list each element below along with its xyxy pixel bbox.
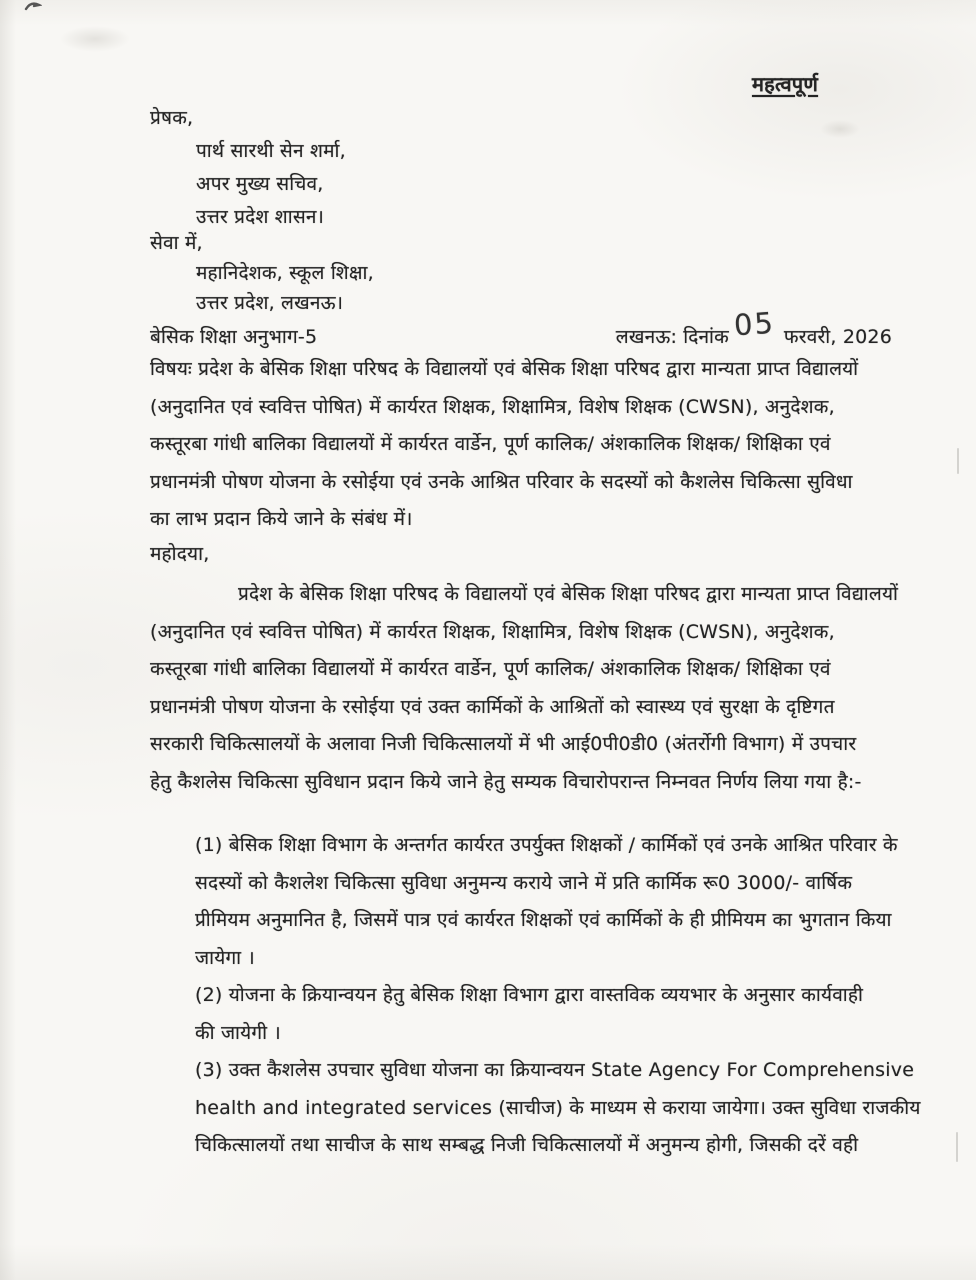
place-date-prefix: लखनऊ: दिनांक [615, 326, 729, 348]
point-1-line: जायेगा । [195, 946, 255, 969]
body-line: प्रदेश के बेसिक शिक्षा परिषद के विद्यालयों एवं बेसिक शिक्षा परिषद द्वारा मान्यता प्राप्त विद्यालयों [238, 583, 899, 605]
date-suffix: फरवरी, 2026 [783, 326, 892, 348]
body-paragraph [150, 576, 912, 801]
department-date-row [150, 305, 892, 350]
sender-block [150, 102, 346, 234]
place-date-line [615, 305, 892, 350]
point-1-line: (1) बेसिक शिक्षा विभाग के अन्तर्गत कार्यरत उपर्युक्त शिक्षकों / कार्मिकों एवं उनके आश्रित परिवार के [195, 834, 898, 856]
body-line: सरकारी चिकित्सालयों के अलावा निजी चिकित्सालयों में भी आई0पी0डी0 (अंतर्रोगी विभाग) में उपचार [150, 733, 857, 755]
point-3-line: health and integrated services (साचीज) के माध्यम से कराया जायेगा। उक्त सुविधा राजकीय [195, 1096, 921, 1119]
scan-smudge [60, 26, 130, 52]
point-3-line: (3) उक्त कैशलेस उपचार सुविधा योजना का क्रियान्वयन State Agency For Comprehensive [195, 1059, 915, 1081]
subject-line: विषयः प्रदेश के बेसिक शिक्षा परिषद के विद्यालयों एवं बेसिक शिक्षा परिषद द्वारा मान्यता प्राप्त विद्यालयों [150, 358, 859, 380]
department-label: बेसिक शिक्षा अनुभाग-5 [150, 326, 318, 348]
salutation: महोदया, [150, 543, 210, 565]
scan-edge-artifact [957, 448, 959, 474]
handwritten-date: 05 [732, 305, 777, 343]
decision-points-block [195, 827, 921, 1165]
sender-name-line: पार्थ सारथी सेन शर्मा, [196, 140, 346, 162]
sender-label: प्रेषक, [150, 107, 194, 129]
scan-edge-artifact [956, 1132, 958, 1162]
recipient-line: महानिदेशक, स्कूल शिक्षा, [196, 262, 374, 284]
pen-tick-mark-icon [24, 0, 42, 12]
importance-tag: महत्वपूर्ण [752, 72, 819, 96]
body-line: (अनुदानित एवं स्ववित्त पोषित) में कार्यरत शिक्षक, शिक्षामित्र, विशेष शिक्षक (CWSN), अनुदेशक, [150, 620, 835, 643]
subject-line: प्रधानमंत्री पोषण योजना के रसोईया एवं उनके आश्रित परिवार के सदस्यों को कैशलेस चिकित्सा सुविधा [150, 470, 853, 493]
subject-line: (अनुदानित एवं स्ववित्त पोषित) में कार्यरत शिक्षक, शिक्षामित्र, विशेष शिक्षक (CWSN), अनुदेशक, [150, 395, 835, 418]
subject-line: का लाभ प्रदान किये जाने के संबंध में। [150, 508, 413, 530]
body-line: हेतु कैशलेस चिकित्सा सुविधान प्रदान किये जाने हेतु सम्यक विचारोपरान्त निम्नवत निर्णय लिया गया है:- [150, 770, 862, 793]
recipient-label: सेवा में, [150, 232, 203, 254]
point-2-line: (2) योजना के क्रियान्वयन हेतु बेसिक शिक्षा विभाग द्वारा वास्तविक व्ययभार के अनुसार कार्यवाही [195, 984, 864, 1006]
subject-block [150, 351, 912, 539]
subject-line: कस्तूरबा गांधी बालिका विद्यालयों में कार्यरत वार्डेन, पूर्ण कालिक/ अंशकालिक शिक्षक/ शिक्षिका एवं [150, 433, 831, 455]
point-2-line: की जायेगी । [195, 1021, 281, 1044]
body-line: प्रधानमंत्री पोषण योजना के रसोईया एवं उक्त कार्मिकों के आश्रितों को स्वास्थ्य एवं सुरक्षा के दृष्टिगत [150, 695, 835, 718]
recipient-line: उत्तर प्रदेश, लखनऊ। [196, 292, 344, 314]
body-line: कस्तूरबा गांधी बालिका विद्यालयों में कार्यरत वार्डेन, पूर्ण कालिक/ अंशकालिक शिक्षक/ शिक्षिका एवं [150, 658, 831, 680]
sender-org-line: उत्तर प्रदेश शासन। [196, 206, 325, 228]
point-3-line: चिकित्सालयों तथा साचीज के साथ सम्बद्ध निजी चिकित्सालयों में अनुमन्य होगी, जिसकी दरें वही [195, 1134, 859, 1156]
point-1-line: प्रीमियम अनुमानित है, जिसमें पात्र एवं कार्यरत शिक्षकों एवं कार्मिकों के ही प्रीमियम का भुगतान किया [195, 909, 892, 931]
scan-smudge [820, 120, 860, 138]
sender-title-line: अपर मुख्य सचिव, [196, 173, 324, 195]
recipient-block [150, 228, 374, 318]
point-1-line: सदस्यों को कैशलेश चिकित्सा सुविधा अनुमन्य कराये जाने में प्रति कार्मिक रू0 3000/- वार्षिक [195, 871, 853, 894]
